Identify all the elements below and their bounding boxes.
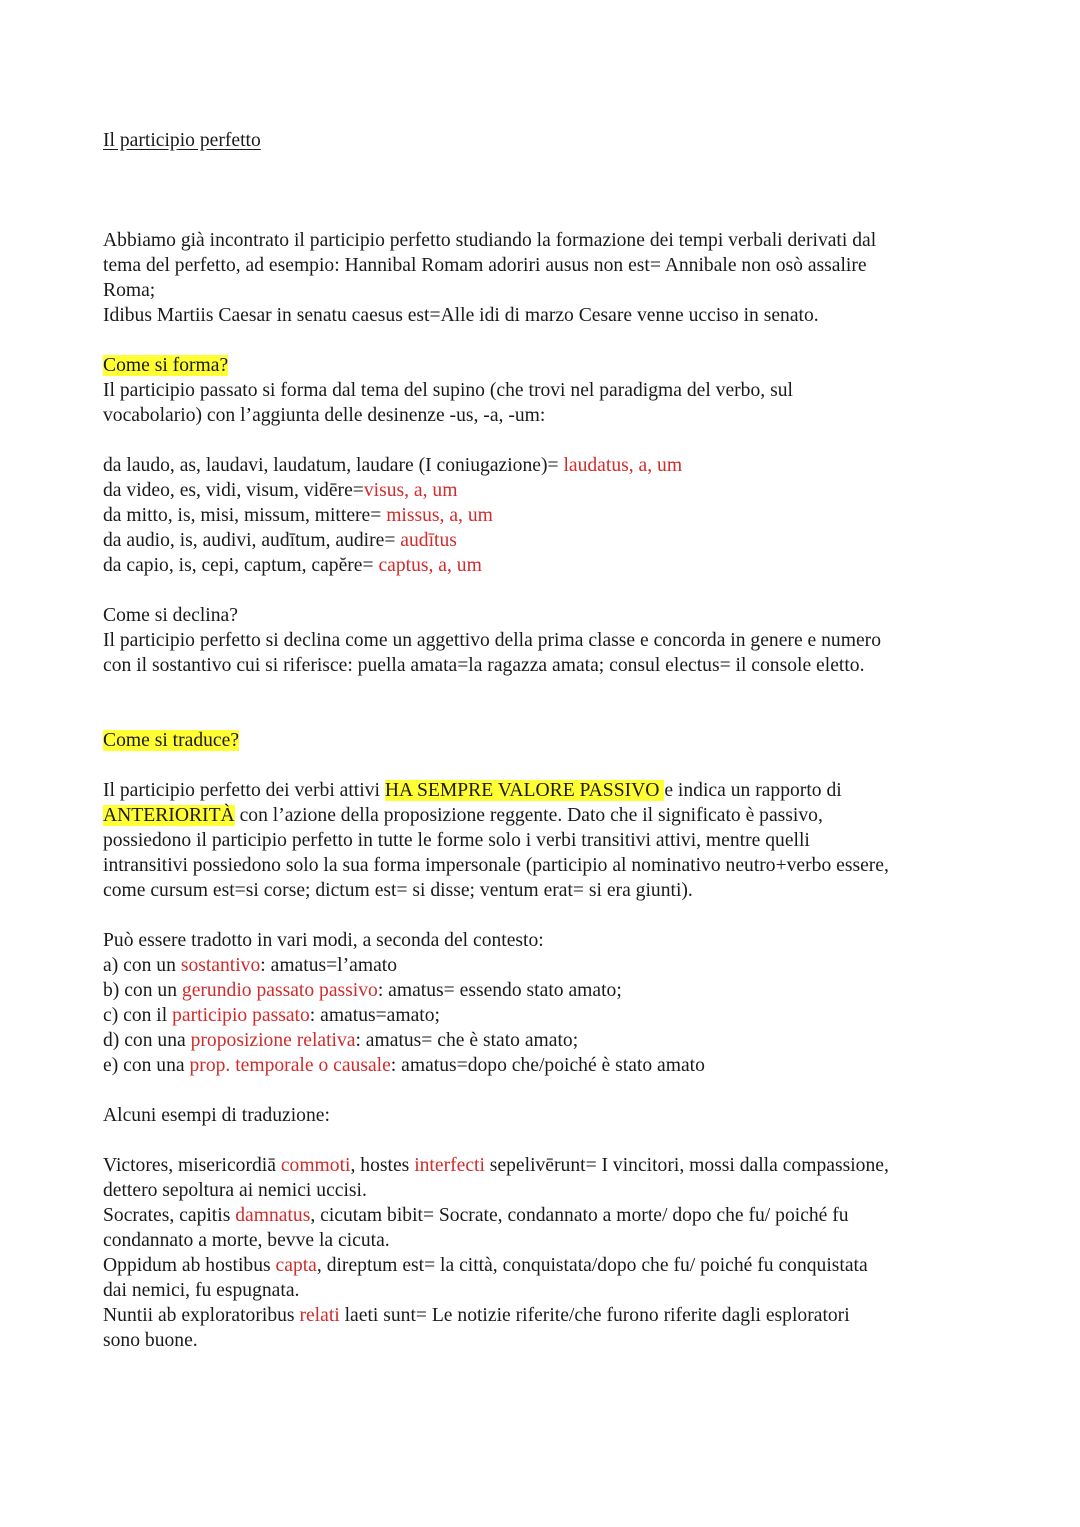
section-heading-traduce: Come si traduce? bbox=[103, 730, 240, 751]
red-term: capta bbox=[275, 1255, 317, 1276]
text-line bbox=[103, 803, 1003, 828]
section-forma bbox=[103, 353, 1003, 578]
text-line: Alcuni esempi di traduzione: bbox=[103, 1105, 330, 1126]
example-line bbox=[103, 553, 1003, 578]
list-item bbox=[103, 978, 1003, 1003]
section-declina bbox=[103, 603, 1003, 678]
text-line: intransitivi possiedono solo la sua forma impersonale (participio al nominativo neutro+verbo essere, bbox=[103, 855, 889, 876]
text-span: con l’azione della proposizione reggente. Dato che il significato è passivo, bbox=[234, 805, 823, 826]
example-line bbox=[103, 478, 1003, 503]
example-base: da capio, is, cepi, captum, capĕre= bbox=[103, 555, 379, 576]
list-item bbox=[103, 953, 1003, 978]
text-span: , cicutam bibit= Socrate, condannato a morte/ dopo che fu/ poiché fu bbox=[310, 1205, 849, 1226]
text-line: Abbiamo già incontrato il participio perfetto studiando la formazione dei tempi verbali derivati dal bbox=[103, 230, 877, 251]
example-line bbox=[103, 528, 1003, 553]
text-line: con il sostantivo cui si riferisce: puella amata=la ragazza amata; consul electus= il console eletto. bbox=[103, 655, 865, 676]
text-span: : amatus= essendo stato amato; bbox=[377, 980, 622, 1001]
red-term: prop. temporale o causale bbox=[189, 1055, 391, 1076]
text-span: a) con un bbox=[103, 955, 181, 976]
example-result: visus, a, um bbox=[363, 480, 458, 501]
text-span: Victores, misericordiā bbox=[103, 1155, 281, 1176]
red-term: participio passato bbox=[172, 1005, 310, 1026]
red-term: relati bbox=[299, 1305, 340, 1326]
red-term: interfecti bbox=[414, 1155, 485, 1176]
highlight-passivo: HA SEMPRE VALORE PASSIVO bbox=[384, 780, 665, 801]
example-sentence bbox=[103, 1203, 1003, 1228]
text-line: condannato a morte, bevve la cicuta. bbox=[103, 1230, 390, 1251]
red-term: gerundio passato passivo bbox=[181, 980, 378, 1001]
text-line: sono buone. bbox=[103, 1330, 198, 1351]
list-item bbox=[103, 1053, 1003, 1078]
example-sentence bbox=[103, 1303, 1003, 1328]
text-line: Il participio passato si forma dal tema del supino (che trovi nel paradigma del verbo, sul bbox=[103, 380, 793, 401]
text-line: Roma; bbox=[103, 280, 156, 301]
example-result: audītus bbox=[400, 530, 457, 551]
text-span: e) con una bbox=[103, 1055, 190, 1076]
list-item bbox=[103, 1028, 1003, 1053]
section-heading-declina: Come si declina? bbox=[103, 605, 238, 626]
page-title: Il participio perfetto bbox=[103, 130, 261, 151]
text-line: come cursum est=si corse; dictum est= si disse; ventum erat= si era giunti). bbox=[103, 880, 693, 901]
red-term: sostantivo bbox=[180, 955, 261, 976]
text-span: : amatus=amato; bbox=[309, 1005, 440, 1026]
text-span: c) con il bbox=[103, 1005, 173, 1026]
text-span: sepelivērunt= I vincitori, mossi dalla compassione, bbox=[484, 1155, 889, 1176]
text-span: : amatus=dopo che/poiché è stato amato bbox=[390, 1055, 705, 1076]
text-line bbox=[103, 778, 1003, 803]
text-line: tema del perfetto, ad esempio: Hannibal Romam adoriri ausus non est= Annibale non osò assalire bbox=[103, 255, 867, 276]
text-span: Oppidum ab hostibus bbox=[103, 1255, 276, 1276]
red-term: damnatus bbox=[235, 1205, 311, 1226]
red-term: commoti bbox=[280, 1155, 351, 1176]
example-sentence bbox=[103, 1253, 1003, 1278]
example-sentence bbox=[103, 1153, 1003, 1178]
example-line bbox=[103, 453, 1003, 478]
intro-paragraph bbox=[103, 228, 1003, 328]
text-span: e indica un rapporto di bbox=[664, 780, 842, 801]
example-result: laudatus, a, um bbox=[563, 455, 683, 476]
example-base: da mitto, is, misi, missum, mittere= bbox=[103, 505, 387, 526]
example-base: da audio, is, audivi, audītum, audire= bbox=[103, 530, 401, 551]
example-result: captus, a, um bbox=[378, 555, 482, 576]
section-heading-forma: Come si forma? bbox=[103, 355, 229, 376]
example-base: da laudo, as, laudavi, laudatum, laudare (I coniugazione)= bbox=[103, 455, 564, 476]
document-body bbox=[103, 128, 1003, 1353]
example-line bbox=[103, 503, 1003, 528]
text-line: Può essere tradotto in vari modi, a seconda del contesto: bbox=[103, 930, 544, 951]
text-line: Il participio perfetto si declina come un aggettivo della prima classe e concorda in genere e numero bbox=[103, 630, 881, 651]
text-span: : amatus= che è stato amato; bbox=[355, 1030, 579, 1051]
text-line: possiedono il participio perfetto in tutte le forme solo i verbi transitivi attivi, mentre quelli bbox=[103, 830, 810, 851]
text-span: laeti sunt= Le notizie riferite/che furono riferite dagli esploratori bbox=[339, 1305, 850, 1326]
text-span: Il participio perfetto dei verbi attivi bbox=[103, 780, 385, 801]
list-item bbox=[103, 1003, 1003, 1028]
text-span: , hostes bbox=[350, 1155, 415, 1176]
section-traduce bbox=[103, 728, 1003, 1353]
text-span: , direptum est= la città, conquistata/dopo che fu/ poiché fu conquistata bbox=[316, 1255, 868, 1276]
text-line: dai nemici, fu espugnata. bbox=[103, 1280, 300, 1301]
red-term: proposizione relativa bbox=[190, 1030, 356, 1051]
text-span: Socrates, capitis bbox=[103, 1205, 236, 1226]
text-line: Idibus Martiis Caesar in senatu caesus est=Alle idi di marzo Cesare venne ucciso in senato. bbox=[103, 305, 819, 326]
text-span: b) con un bbox=[103, 980, 182, 1001]
highlight-anteriorita: ANTERIORITÀ bbox=[103, 805, 235, 826]
text-span: d) con una bbox=[103, 1030, 191, 1051]
text-span: : amatus=l’amato bbox=[260, 955, 398, 976]
example-base: da video, es, vidi, visum, vidēre= bbox=[103, 480, 364, 501]
example-result: missus, a, um bbox=[386, 505, 493, 526]
text-line: dettero sepoltura ai nemici uccisi. bbox=[103, 1180, 367, 1201]
text-span: Nuntii ab exploratoribus bbox=[103, 1305, 300, 1326]
text-line: vocabolario) con l’aggiunta delle desinenze -us, -a, -um: bbox=[103, 405, 546, 426]
